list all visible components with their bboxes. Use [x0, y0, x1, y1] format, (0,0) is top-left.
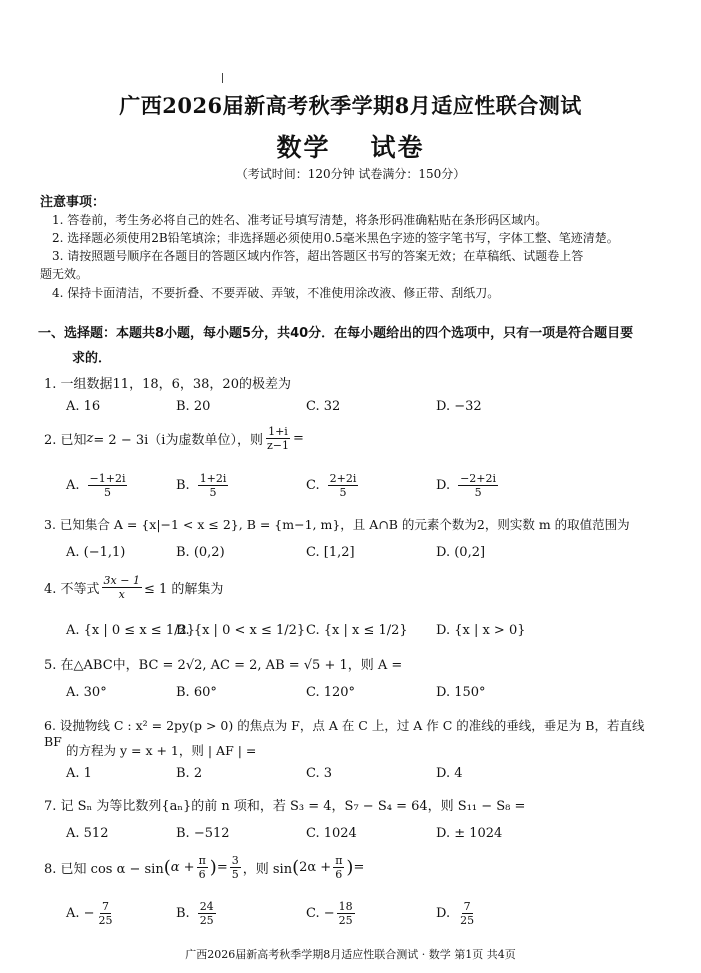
question-3: 3. 已知集合 A = {x|−1 < x ≤ 2}, B = {m−1, m}，且 A∩B 的元素个数为2，则实数 m 的取值范围为	[44, 517, 630, 532]
notice-item: 2. 选择题必须使用2B铅笔填涂；非选择题必须使用0.5毫米黑色字迹的签字笔书写，字体工整、笔迹清楚。	[52, 231, 619, 245]
exam-info: （考试时间：120分钟 试卷满分：150分）	[235, 167, 466, 181]
option-a: A. 16	[66, 399, 101, 414]
option-d: D. (0,2]	[436, 545, 486, 560]
question-2: 2. 已知 z = 2 − 3i（i为虚数单位），则 $\frac{1+i}{z-1}$ =	[44, 425, 304, 452]
option-c: C. 120°	[306, 685, 356, 700]
fraction: $\frac{3x - 1}{x}$	[103, 574, 140, 601]
option-b: B. 2	[176, 766, 203, 781]
option-c: C. [1,2]	[306, 545, 355, 560]
exam-title: 广西2026届新高考秋季学期8月适应性联合测试	[119, 93, 582, 118]
notice-item: 4. 保持卡面清洁，不要折叠、不要弄破、弄皱，不准使用涂改液、修正带、刮纸刀。	[52, 286, 500, 300]
scan-mark	[222, 73, 229, 83]
subject-name: 数学	[276, 133, 331, 162]
question-8: 8. 已知 cos α − sin ( α + $\frac{\pi}{6}$ ) = $\frac{3}{5}$ ，则 sin ( 2α + $\frac{\pi}{6}$ ) =	[44, 854, 365, 881]
option-a: A. $\frac{-1+2i}{5}$	[66, 472, 126, 499]
option-b: B. $\frac{1+2i}{5}$	[176, 472, 227, 499]
option-c: C. {x | x ≤ 1/2}	[306, 623, 408, 638]
option-a: A. − $\frac{7}{25}$	[66, 900, 113, 927]
question-1: 1. 一组数据11，18，6，38，20的极差为	[44, 377, 291, 392]
question-6-cont: 的方程为 y = x + 1，则 | AF | =	[66, 743, 257, 758]
option-d: D. $\frac{7}{25}$	[436, 900, 475, 927]
option-d: D. ± 1024	[436, 826, 503, 841]
option-c: C. 32	[306, 399, 341, 414]
option-d: D. {x | x > 0}	[436, 623, 526, 638]
option-a: A. {x | 0 ≤ x ≤ 1/2}	[66, 623, 196, 638]
notice-heading: 注意事项：	[40, 195, 106, 210]
option-a: A. 30°	[66, 685, 107, 700]
option-c: C. $\frac{2+2i}{5}$	[306, 472, 357, 499]
question-6: 6. 设抛物线 C : x² = 2py(p > 0) 的焦点为 F，点 A 在 C 上，过 A 作 C 的准线的垂线，垂足为 B，若直线 BF	[44, 718, 645, 749]
option-b: B. −512	[176, 826, 230, 841]
subject-title	[0, 128, 701, 164]
option-a: A. 512	[66, 826, 109, 841]
option-d: D. 4	[436, 766, 463, 781]
option-c: C. − $\frac{18}{25}$	[306, 900, 353, 927]
notice-item: 题无效。	[40, 267, 89, 281]
notice-item: 1. 答卷前，考生务必将自己的姓名、准考证号填写清楚，将条形码准确粘贴在条形码区域内。	[52, 213, 548, 227]
option-b: B. 20	[176, 399, 211, 414]
question-5: 5. 在△ABC中，BC = 2√2, AC = 2, AB = √5 + 1，则 A =	[44, 658, 403, 673]
section-heading: 一、选择题：本题共8小题，每小题5分，共40分．在每小题给出的四个选项中，只有一项是符合题目要	[38, 326, 634, 341]
option-d: D. 150°	[436, 685, 486, 700]
option-a: A. 1	[66, 766, 92, 781]
question-4: 4. 不等式 $\frac{3x - 1}{x}$ ≤ 1 的解集为	[44, 574, 224, 601]
fraction: $\frac{1+i}{z-1}$	[266, 425, 289, 452]
question-7: 7. 记 Sₙ 为等比数列{aₙ}的前 n 项和，若 S₃ = 4，S₇ − S₄ = 64，则 S₁₁ − S₈ =	[44, 799, 526, 814]
page-footer: 广西2026届新高考秋季学期8月适应性联合测试 · 数学 第1页 共4页	[185, 948, 516, 961]
option-b: B. (0,2)	[176, 545, 225, 560]
option-a: A. (−1,1)	[66, 545, 126, 560]
option-c: C. 3	[306, 766, 333, 781]
option-d: D. $\frac{-2+2i}{5}$	[436, 472, 497, 499]
paper-word: 试卷	[370, 133, 425, 162]
option-b: B. 60°	[176, 685, 217, 700]
option-c: C. 1024	[306, 826, 357, 841]
option-b: B. $\frac{24}{25}$	[176, 900, 214, 927]
option-d: D. −32	[436, 399, 482, 414]
notice-item: 3. 请按照题号顺序在各题目的答题区域内作答，超出答题区书写的答案无效；在草稿纸、试题卷上答	[52, 249, 584, 263]
section-heading-cont: 求的．	[72, 351, 112, 366]
option-b: B. {x | 0 < x ≤ 1/2}	[176, 623, 306, 638]
